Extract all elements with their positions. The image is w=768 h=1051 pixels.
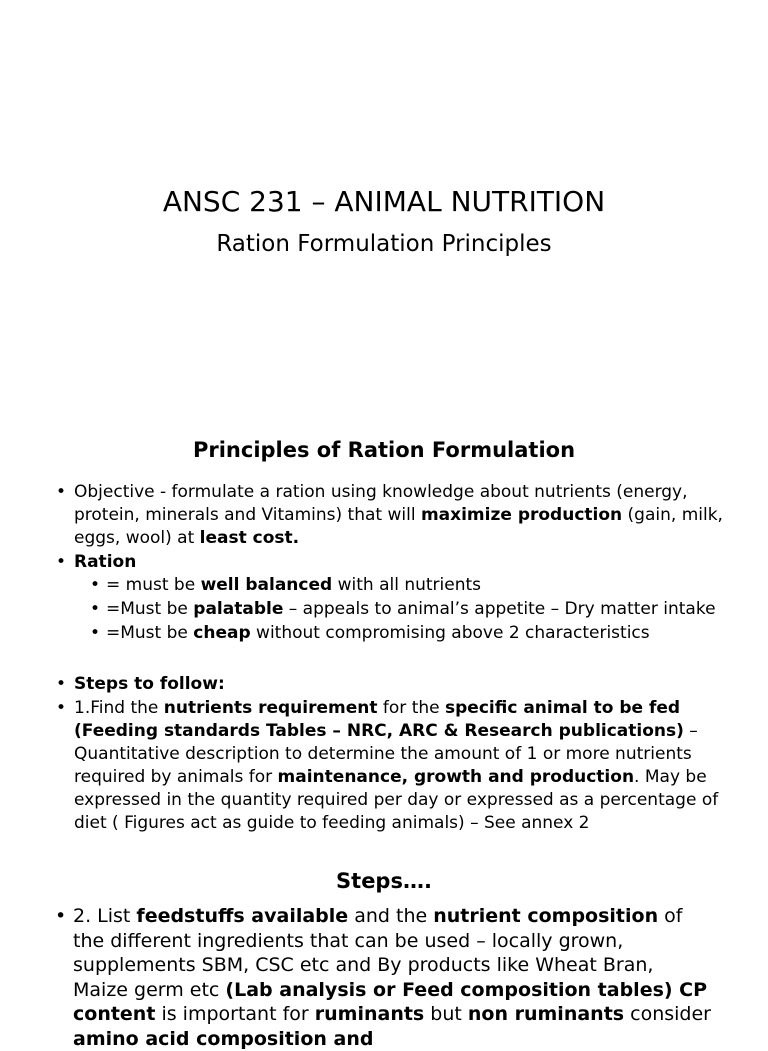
text-run: Objective - formulate a ration using knowledge about nutrients (energy, protein, minerals and Vitamins) that will bbox=[74, 482, 688, 525]
bullet-glyph: • bbox=[56, 552, 67, 572]
text-run: for the bbox=[377, 698, 446, 718]
text-run: – appeals to animal’s appetite – Dry matter intake bbox=[283, 599, 716, 619]
step-1-paragraph bbox=[74, 697, 734, 835]
steps-heading: Steps…. bbox=[336, 869, 432, 893]
text-run: 1.Find the bbox=[74, 698, 164, 718]
bold-run: palatable bbox=[193, 599, 284, 619]
text-run: with all nutrients bbox=[332, 575, 482, 595]
bold-run: Ration bbox=[74, 552, 137, 572]
bullet-glyph: • bbox=[55, 905, 67, 927]
text-run: is important for bbox=[155, 1003, 315, 1025]
text-run: without compromising above 2 characteristics bbox=[250, 623, 650, 643]
bold-run: non ruminants bbox=[467, 1003, 625, 1025]
text-run: . May be expressed in the quantity required per day or expressed as a percentage of diet ( Figures act as guide to feeding animals) – See annex 2 bbox=[74, 767, 719, 833]
bold-run: feedstuffs available bbox=[136, 905, 349, 927]
sub-bullet-glyph: • bbox=[90, 575, 101, 595]
text-run: of the different ingredients that can be used – locally grown, supplements SBM, CSC etc and By products like Wheat Bran, Maize germ etc bbox=[73, 905, 683, 1001]
bold-run: (Lab analysis or Feed composition tables) CP content bbox=[73, 978, 708, 1025]
ration-item bbox=[106, 598, 746, 621]
text-run: consider bbox=[624, 1003, 711, 1025]
sub-bullet-glyph: • bbox=[90, 599, 101, 619]
text-run: and the bbox=[348, 905, 434, 927]
bold-run: nutrient composition bbox=[433, 905, 659, 927]
bold-run: Steps to follow: bbox=[74, 674, 225, 694]
bullet-glyph: • bbox=[56, 674, 67, 694]
text-run: =Must be bbox=[106, 623, 194, 643]
bullet-glyph: • bbox=[56, 482, 67, 502]
text-run: – Quantitative description to determine the amount of 1 or more nutrients required by animals for bbox=[74, 721, 698, 787]
bold-run: maximize production bbox=[420, 505, 623, 525]
sub-bullet-glyph: • bbox=[90, 623, 101, 643]
bold-run: ruminants bbox=[314, 1003, 425, 1025]
text-run: 2. List bbox=[73, 905, 137, 927]
bold-run: least cost. bbox=[199, 528, 300, 548]
ration-label bbox=[74, 551, 734, 574]
bold-run: specific animal to be fed (Feeding standards Tables – NRC, ARC & Research publications) bbox=[74, 698, 684, 741]
ration-item bbox=[106, 622, 746, 645]
step-2-paragraph bbox=[73, 904, 713, 1051]
text-run: = must be bbox=[106, 575, 201, 595]
bold-run: well balanced bbox=[200, 575, 333, 595]
text-run: but bbox=[424, 1003, 468, 1025]
bold-run: amino acid composition and bbox=[73, 1027, 374, 1050]
presentation-title: ANSC 231 – ANIMAL NUTRITION bbox=[162, 185, 606, 218]
steps-label bbox=[74, 673, 734, 696]
bold-run: maintenance, growth and production bbox=[277, 767, 635, 787]
ration-item bbox=[106, 574, 746, 597]
bold-run: cheap bbox=[193, 623, 251, 643]
bullet-glyph: • bbox=[56, 698, 67, 718]
text-run: =Must be bbox=[106, 599, 194, 619]
principles-heading: Principles of Ration Formulation bbox=[192, 438, 576, 462]
text-run: (gain, milk, eggs, wool) at bbox=[74, 505, 723, 548]
presentation-subtitle: Ration Formulation Principles bbox=[216, 231, 552, 257]
bold-run: nutrients requirement bbox=[163, 698, 378, 718]
objective-paragraph bbox=[74, 481, 734, 550]
